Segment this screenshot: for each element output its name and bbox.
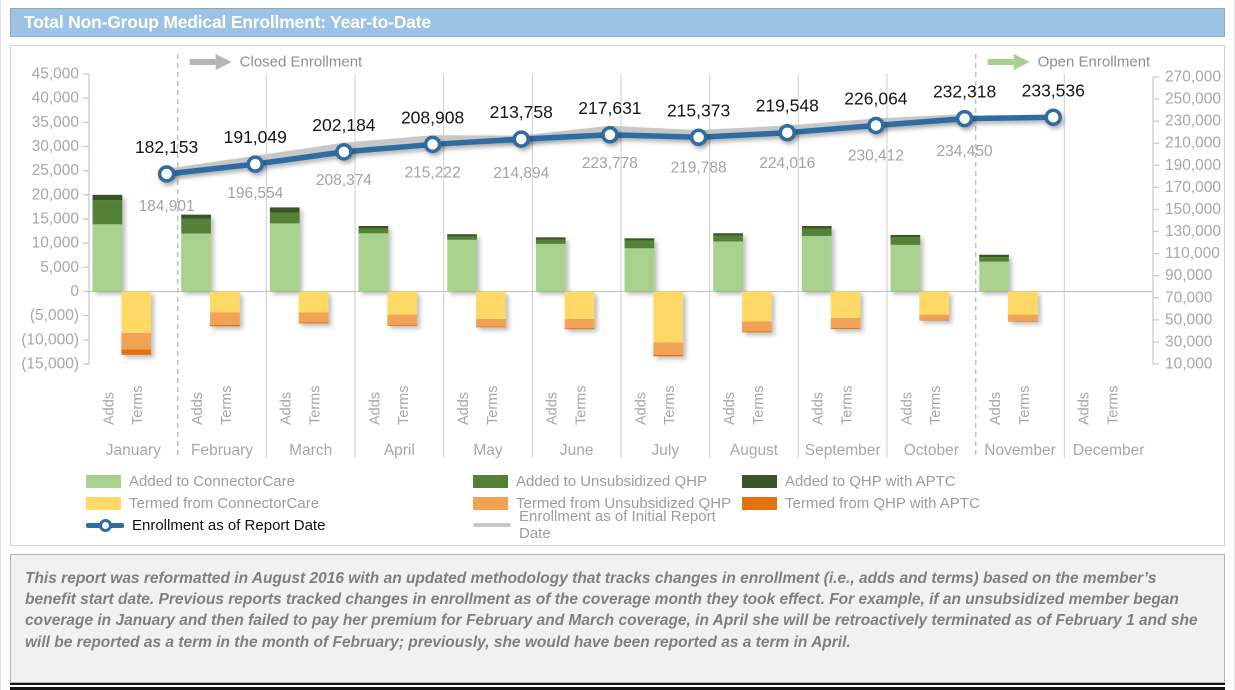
legend-swatch xyxy=(473,497,508,510)
report-date-data-label: 215,373 xyxy=(666,100,731,121)
adds-bar-segment xyxy=(93,195,123,200)
right-axis-tick-label: 230,000 xyxy=(1165,112,1222,130)
bar-sublabel-terms: Terms xyxy=(750,385,767,425)
month-label: February xyxy=(190,442,254,459)
legend-item xyxy=(86,514,473,536)
report-date-data-label: 219,548 xyxy=(755,95,819,116)
terms-bar-segment xyxy=(831,318,861,328)
bar-sublabel-terms: Terms xyxy=(928,385,945,425)
report-date-marker xyxy=(248,157,262,171)
month-label: June xyxy=(559,442,594,459)
legend-item xyxy=(86,492,473,514)
adds-bar-segment xyxy=(891,235,921,237)
adds-bar-segment xyxy=(713,241,743,291)
bar-sublabel-adds: Adds xyxy=(101,391,118,425)
month-label: September xyxy=(804,442,881,459)
right-axis-tick-label: 130,000 xyxy=(1165,223,1222,241)
legend-label: Termed from ConnectorCare xyxy=(129,494,320,512)
month-bar-group xyxy=(93,195,152,355)
bar-sublabel-terms: Terms xyxy=(307,385,324,425)
initial-report-data-label: 219,788 xyxy=(670,159,727,177)
legend-label: Added to ConnectorCare xyxy=(129,472,295,490)
chart-legend xyxy=(11,470,1224,542)
initial-report-data-label: 230,412 xyxy=(847,147,904,165)
adds-bar-segment xyxy=(93,200,123,224)
bar-sublabel-adds: Adds xyxy=(190,391,207,425)
terms-bar-segment xyxy=(742,331,772,332)
bar-sublabel-adds: Adds xyxy=(899,391,916,425)
left-axis-tick-label: 40,000 xyxy=(31,89,79,107)
legend-label: Added to Unsubsidized QHP xyxy=(516,472,707,490)
month-bar-group xyxy=(270,207,329,323)
adds-bar-segment xyxy=(270,223,300,291)
month-bar-group xyxy=(536,237,595,329)
right-axis-tick-label: 250,000 xyxy=(1165,90,1222,108)
legend-swatch xyxy=(86,497,121,510)
left-axis-tick-label: (15,000) xyxy=(21,355,79,373)
month-label: August xyxy=(729,442,779,459)
bar-sublabel-adds: Adds xyxy=(988,391,1005,425)
adds-bar-segment xyxy=(270,213,300,224)
initial-report-data-label: 223,778 xyxy=(581,155,638,173)
month-label: January xyxy=(105,442,161,459)
bar-sublabel-terms: Terms xyxy=(396,385,413,425)
bar-sublabel-adds: Adds xyxy=(544,391,561,425)
adds-bar-segment xyxy=(625,248,655,291)
legend-marker-dot xyxy=(99,519,112,532)
left-axis-tick-label: 10,000 xyxy=(31,234,79,252)
annotation-label: Closed Enrollment xyxy=(239,53,363,71)
report-date-data-label: 232,318 xyxy=(932,81,997,102)
right-axis-tick-label: 170,000 xyxy=(1165,178,1222,196)
adds-bar-segment xyxy=(713,233,743,235)
bar-sublabel-terms: Terms xyxy=(839,385,856,425)
left-axis-tick-label: (10,000) xyxy=(21,331,79,349)
adds-bar-segment xyxy=(536,244,566,292)
report-date-marker xyxy=(780,126,794,140)
initial-report-data-label: 214,894 xyxy=(493,164,550,182)
right-axis-tick-label: 70,000 xyxy=(1165,289,1213,307)
bar-sublabel-adds: Adds xyxy=(278,391,295,425)
right-axis-tick-label: 110,000 xyxy=(1165,245,1220,263)
legend-label: Termed from QHP with APTC xyxy=(785,494,980,512)
report-date-marker xyxy=(1046,110,1060,124)
right-axis-tick-label: 270,000 xyxy=(1165,68,1222,86)
report-date-marker xyxy=(869,118,883,132)
terms-bar-segment xyxy=(653,342,683,354)
legend-label: Added to QHP with APTC xyxy=(785,472,956,490)
adds-bar-segment xyxy=(181,219,211,234)
right-axis-tick-label: 150,000 xyxy=(1165,200,1222,218)
left-axis-tick-label: 15,000 xyxy=(31,210,79,228)
month-bar-group xyxy=(359,226,418,326)
month-bar-group xyxy=(802,226,861,329)
legend-item xyxy=(473,470,742,492)
terms-bar-segment xyxy=(476,327,506,328)
enrollment-chart-panel xyxy=(10,45,1225,546)
terms-bar-segment xyxy=(565,328,595,329)
month-label: March xyxy=(289,442,333,459)
adds-bar-segment xyxy=(359,226,389,228)
legend-label: Enrollment as of Report Date xyxy=(132,516,326,534)
terms-bar-segment xyxy=(299,313,329,323)
left-axis-tick-label: 20,000 xyxy=(31,186,79,204)
legend-item xyxy=(473,508,742,542)
bar-sublabel-adds: Adds xyxy=(810,391,827,425)
initial-report-data-label: 224,016 xyxy=(759,154,816,172)
enrollment-chart xyxy=(11,48,1224,468)
adds-bar-segment xyxy=(802,229,832,236)
initial-report-data-label: 208,374 xyxy=(315,172,372,190)
footnote-text: This report was reformatted in August 2016 with an updated methodology that tracks changes in enrollment (i.e., adds and terms) based on the member’s benefit start date. Previous reports tracked changes in enrollment as of the coverage month they took effect. For example, if an unsubsidized member began coverage in January and then failed to pay her premium for February and March coverage, in April she will be retroactively terminated as of February 1 and she will be reported as a term in the month of February; previously, she would have been reported as a term in April. xyxy=(25,570,1198,651)
report-date-marker xyxy=(958,112,972,126)
month-label: July xyxy=(651,442,680,459)
adds-bar-segment xyxy=(979,257,1009,261)
terms-bar-segment xyxy=(121,333,151,349)
month-bar-group xyxy=(713,233,772,332)
bar-sublabel-adds: Adds xyxy=(1076,391,1093,425)
month-bar-group xyxy=(181,215,240,327)
terms-bar-segment xyxy=(742,292,772,322)
annotation-label: Open Enrollment xyxy=(1037,53,1151,71)
terms-bar-segment xyxy=(387,292,417,315)
report-date-marker xyxy=(603,128,617,142)
bar-sublabel-adds: Adds xyxy=(456,391,473,425)
adds-bar-segment xyxy=(979,255,1009,257)
terms-bar-segment xyxy=(476,319,506,326)
open-enrollment-annotation xyxy=(988,54,1151,71)
legend-swatch xyxy=(473,475,508,488)
terms-bar-segment xyxy=(1008,292,1038,315)
month-label: April xyxy=(383,442,415,459)
terms-bar-segment xyxy=(653,292,683,343)
left-axis-tick-label: 25,000 xyxy=(31,162,79,180)
adds-bar-segment xyxy=(181,215,211,219)
page-title: Total Non-Group Medical Enrollment: Year-to-Date xyxy=(10,8,1225,37)
initial-report-data-label: 196,554 xyxy=(227,185,284,203)
terms-bar-segment xyxy=(387,315,417,325)
adds-bar-segment xyxy=(181,234,211,292)
adds-bar-segment xyxy=(447,236,477,239)
adds-bar-segment xyxy=(447,234,477,236)
legend-label: Enrollment as of Initial Report Date xyxy=(519,508,716,542)
report-date-data-label: 182,153 xyxy=(134,136,199,157)
initial-report-data-label: 215,222 xyxy=(404,164,461,182)
bar-sublabel-terms: Terms xyxy=(1016,385,1033,425)
bar-sublabel-terms: Terms xyxy=(218,385,235,425)
terms-bar-segment xyxy=(299,322,329,323)
terms-bar-segment xyxy=(387,325,417,326)
month-label: November xyxy=(984,442,1056,459)
terms-bar-segment xyxy=(742,321,772,331)
adds-bar-segment xyxy=(713,236,743,242)
terms-bar-segment xyxy=(121,350,151,355)
right-axis-tick-label: 50,000 xyxy=(1165,311,1213,329)
bar-sublabel-terms: Terms xyxy=(484,385,501,425)
legend-swatch xyxy=(742,497,777,510)
terms-bar-segment xyxy=(299,292,329,313)
right-axis-tick-label: 30,000 xyxy=(1165,333,1213,351)
month-label: December xyxy=(1072,442,1145,459)
report-date-data-label: 226,064 xyxy=(844,88,908,109)
report-date-marker xyxy=(337,145,351,159)
terms-bar-segment xyxy=(919,320,949,321)
adds-bar-segment xyxy=(625,241,655,248)
report-date-data-label: 208,908 xyxy=(400,107,465,128)
legend-label: Termed from Unsubsidized QHP xyxy=(516,494,732,512)
right-axis-tick-label: 10,000 xyxy=(1165,355,1213,373)
month-bar-group xyxy=(891,235,950,321)
bar-sublabel-terms: Terms xyxy=(573,385,590,425)
adds-bar-segment xyxy=(891,245,921,292)
month-bar-group xyxy=(447,234,506,327)
adds-bar-segment xyxy=(536,237,566,239)
adds-bar-segment xyxy=(93,224,123,291)
terms-bar-segment xyxy=(476,292,506,320)
report-date-marker xyxy=(160,167,174,181)
terms-bar-segment xyxy=(919,315,949,320)
bar-sublabel-adds: Adds xyxy=(633,391,650,425)
terms-bar-segment xyxy=(210,325,240,326)
terms-bar-segment xyxy=(210,292,240,313)
legend-swatch xyxy=(86,475,121,488)
month-bar-group xyxy=(625,238,684,356)
bar-sublabel-adds: Adds xyxy=(722,391,739,425)
bar-sublabel-terms: Terms xyxy=(1105,385,1122,425)
legend-swatch xyxy=(742,475,777,488)
bar-sublabel-terms: Terms xyxy=(662,385,679,425)
legend-item xyxy=(742,470,1224,492)
month-bar-group xyxy=(979,255,1038,322)
left-axis-tick-label: (5,000) xyxy=(29,307,79,325)
terms-bar-segment xyxy=(210,313,240,325)
terms-bar-segment xyxy=(121,292,151,334)
right-axis-tick-label: 210,000 xyxy=(1165,134,1222,152)
left-axis-tick-label: 0 xyxy=(70,283,79,300)
terms-bar-segment xyxy=(565,292,595,320)
terms-bar-segment xyxy=(831,328,861,329)
adds-bar-segment xyxy=(447,240,477,292)
footnote-panel xyxy=(10,554,1225,683)
legend-item xyxy=(742,492,1224,514)
right-axis-tick-label: 190,000 xyxy=(1165,156,1222,174)
left-axis-tick-label: 35,000 xyxy=(31,113,79,131)
arrow-head-icon xyxy=(216,54,232,70)
adds-bar-segment xyxy=(979,262,1009,292)
initial-report-data-label: 234,450 xyxy=(936,143,993,161)
right-axis-tick-label: 90,000 xyxy=(1165,267,1213,285)
adds-bar-segment xyxy=(891,237,921,244)
month-label: October xyxy=(903,442,959,459)
legend-item xyxy=(86,470,473,492)
report-date-data-label: 233,536 xyxy=(1021,80,1085,101)
report-date-data-label: 191,049 xyxy=(223,127,287,148)
adds-bar-segment xyxy=(536,240,566,244)
month-label: May xyxy=(473,442,503,459)
terms-bar-segment xyxy=(919,292,949,315)
adds-bar-segment xyxy=(802,226,832,229)
adds-bar-segment xyxy=(359,233,389,291)
initial-report-data-label: 184,901 xyxy=(138,197,195,215)
terms-bar-segment xyxy=(831,292,861,319)
report-date-marker xyxy=(426,137,440,151)
terms-bar-segment xyxy=(653,355,683,356)
legend-line-marker-swatch xyxy=(86,523,124,528)
terms-bar-segment xyxy=(1008,315,1038,321)
left-axis-tick-label: 30,000 xyxy=(31,138,79,155)
report-date-data-label: 202,184 xyxy=(312,114,376,135)
bottom-double-rule xyxy=(10,683,1225,690)
adds-bar-segment xyxy=(359,228,389,233)
left-axis-tick-label: 45,000 xyxy=(31,65,79,83)
report-date-marker xyxy=(514,132,528,146)
left-axis-tick-label: 5,000 xyxy=(40,258,79,276)
adds-bar-segment xyxy=(802,236,832,292)
report-date-data-label: 217,631 xyxy=(578,97,642,118)
legend-line-swatch xyxy=(473,523,511,527)
closed-enrollment-annotation xyxy=(190,54,363,71)
report-date-data-label: 213,758 xyxy=(489,102,553,123)
terms-bar-segment xyxy=(565,319,595,328)
bar-sublabel-terms: Terms xyxy=(130,385,147,425)
report-date-marker xyxy=(692,130,706,144)
adds-bar-segment xyxy=(270,207,300,212)
adds-bar-segment xyxy=(625,238,655,240)
arrow-head-icon xyxy=(1014,54,1030,70)
bar-sublabel-adds: Adds xyxy=(367,391,384,425)
